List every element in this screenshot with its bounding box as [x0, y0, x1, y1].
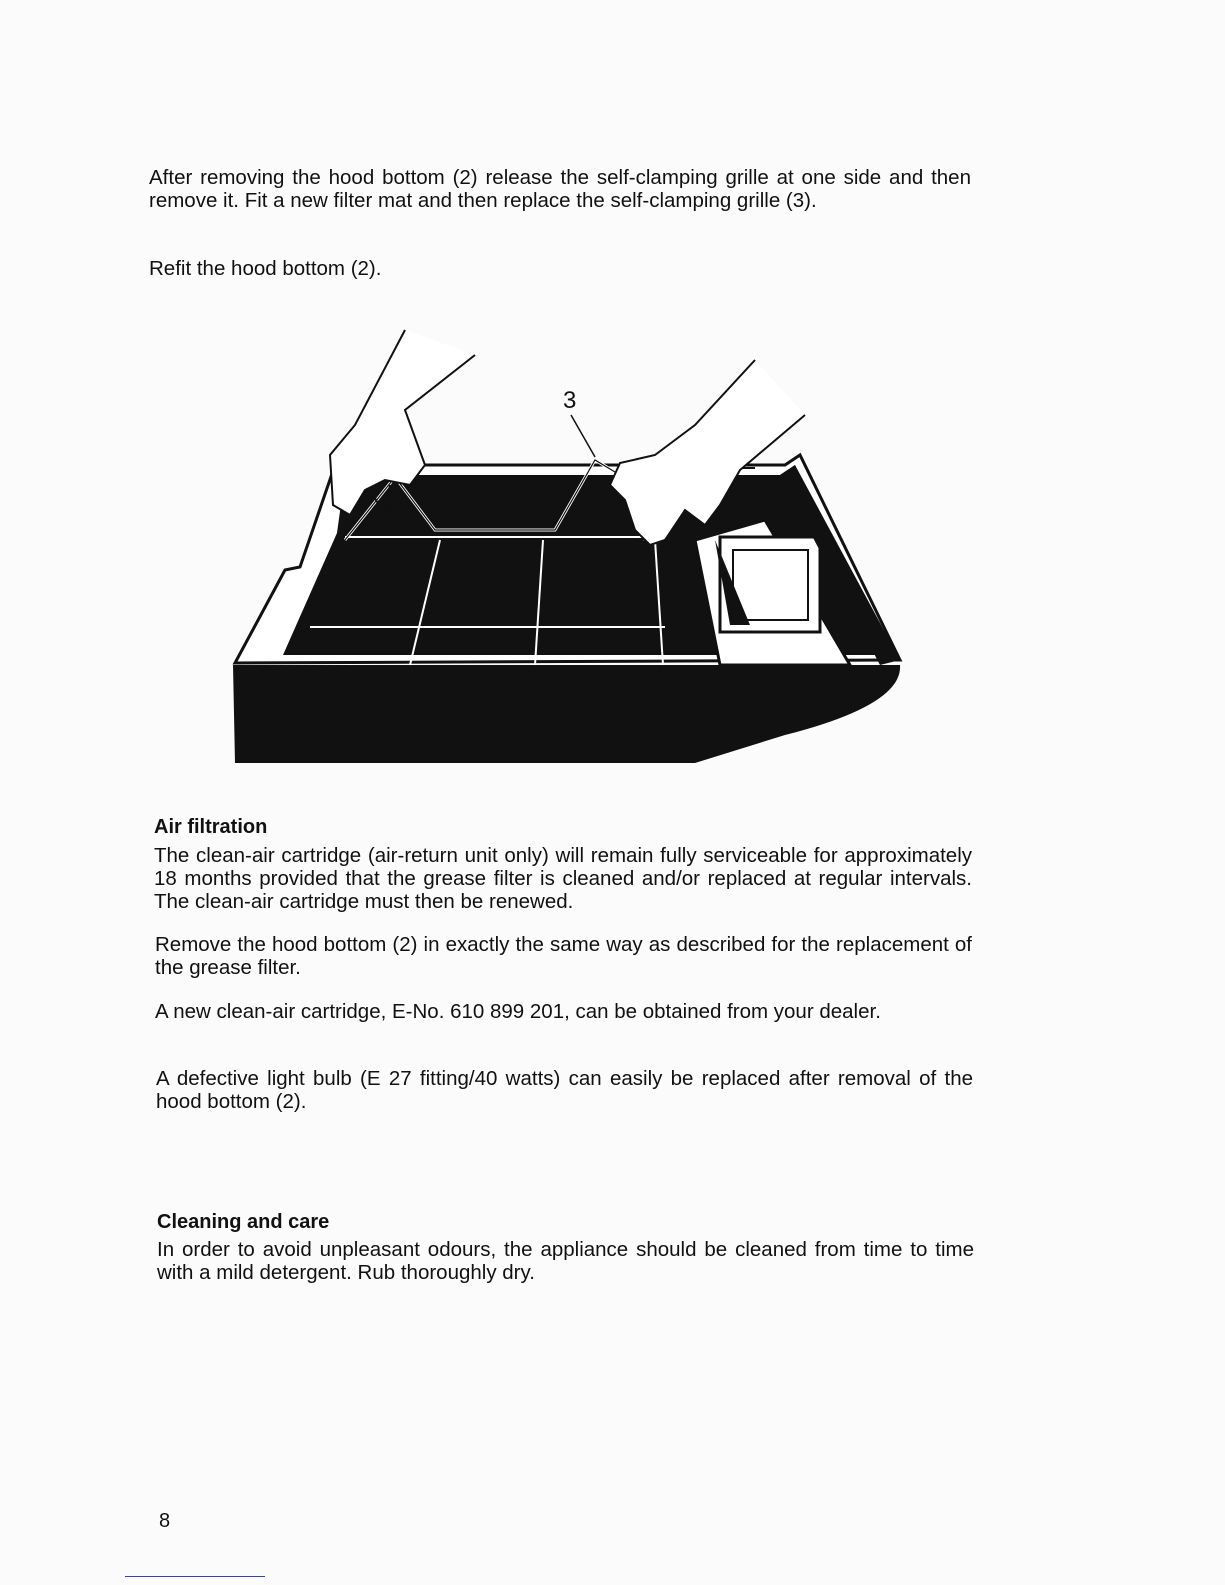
cleaning-paragraph: In order to avoid unpleasant odours, the appliance should be cleaned from time to time with a mild detergent. Rub thoroughly dry.: [157, 1238, 974, 1284]
hood-filter-illustration: [225, 315, 915, 775]
air-filtration-paragraph-remove: Remove the hood bottom (2) in exactly the same way as described for the replacement of the grease filter.: [155, 933, 972, 979]
svg-text:3: 3: [563, 387, 577, 414]
cleaning-heading: Cleaning and care: [157, 1211, 330, 1233]
page-number: 8: [159, 1510, 171, 1532]
instruction-paragraph-refit: Refit the hood bottom (2).: [149, 257, 382, 280]
air-filtration-paragraph-service-life: The clean-air cartridge (air-return unit only) will remain fully serviceable for approximately 18 months provided that the grease filter is cleaned and/or replaced at regular intervals. The clean-air cartridge must then be renewed.: [154, 844, 972, 913]
footer-rule: [125, 1576, 265, 1577]
callout-3: [563, 387, 595, 457]
air-filtration-paragraph-light-bulb: A defective light bulb (E 27 fitting/40 watts) can easily be replaced after removal of the hood bottom (2).: [156, 1067, 973, 1113]
instruction-paragraph-remove-grille: After removing the hood bottom (2) release the self-clamping grille at one side and then remove it. Fit a new filter mat and then replace the self-clamping grille (3).: [149, 166, 971, 212]
air-filtration-paragraph-cartridge-number: A new clean-air cartridge, E-No. 610 899 201, can be obtained from your dealer.: [155, 1000, 881, 1023]
air-filtration-heading: Air filtration: [154, 816, 268, 838]
